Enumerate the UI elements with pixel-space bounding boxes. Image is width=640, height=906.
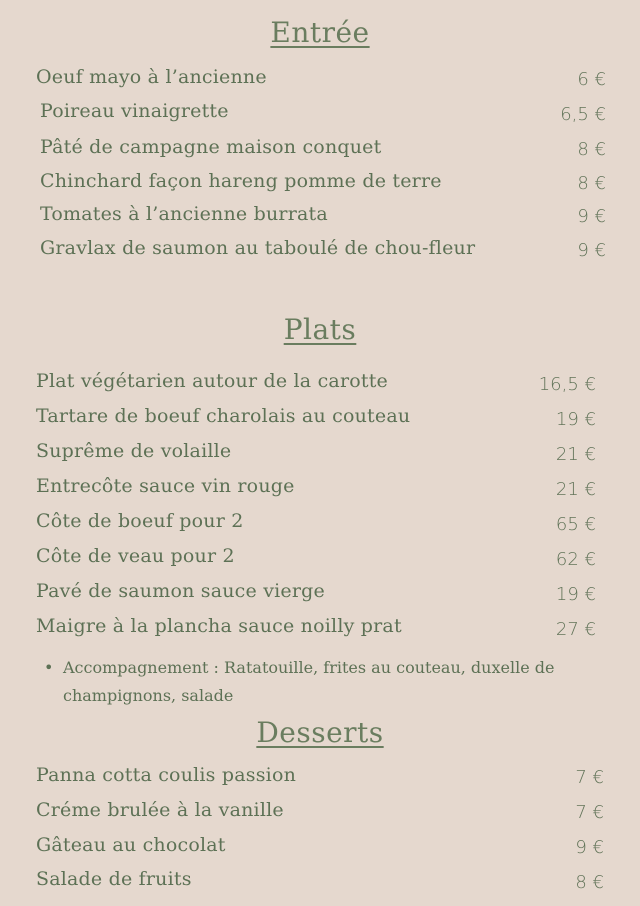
section-title-desserts: Desserts [256, 716, 384, 749]
menu-item-price: 19 € [555, 409, 596, 430]
menu-item-price: 9 € [575, 837, 604, 858]
menu-item-name: Oeuf mayo à l’ancienne [36, 66, 267, 88]
menu-item-name: Panna cotta coulis passion [36, 764, 297, 786]
menu-item-name: Pavé de saumon sauce vierge [36, 580, 325, 602]
menu-item-name: Suprême de volaille [36, 440, 232, 462]
menu-item-price: 6,5 € [560, 104, 606, 125]
menu-item-name: Poireau vinaigrette [40, 100, 229, 122]
menu-item-name: Gâteau au chocolat [36, 834, 226, 856]
menu-item-price: 19 € [555, 584, 596, 605]
menu-item-price: 6 € [577, 69, 606, 90]
menu-item-price: 21 € [555, 479, 596, 500]
bullet-icon: • [44, 658, 54, 677]
menu-item-name: Entrecôte sauce vin rouge [36, 475, 295, 497]
menu-item-price: 8 € [577, 139, 606, 160]
menu-item-name: Tomates à l’ancienne burrata [40, 203, 328, 225]
section-title-entree: Entrée [270, 16, 370, 49]
menu-item-price: 8 € [577, 173, 606, 194]
menu-item-price: 16,5 € [538, 374, 596, 395]
menu-item-name: Pâté de campagne maison conquet [40, 136, 382, 158]
side-dish-note [44, 654, 584, 710]
menu-item-price: 27 € [555, 619, 596, 640]
menu-item-name: Plat végétarien autour de la carotte [36, 370, 388, 392]
menu-item-price: 65 € [555, 514, 596, 535]
menu-item-name: Salade de fruits [36, 868, 192, 890]
menu-item-price: 8 € [575, 872, 604, 893]
menu-item-name: Tartare de boeuf charolais au couteau [36, 405, 411, 427]
menu-item-name: Créme brulée à la vanille [36, 799, 284, 821]
menu-item-name: Côte de boeuf pour 2 [36, 510, 244, 532]
menu-item-price: 9 € [577, 206, 606, 227]
menu-item-price: 7 € [575, 802, 604, 823]
menu-item-price: 7 € [575, 767, 604, 788]
menu-item-price: 62 € [555, 549, 596, 570]
section-title-plats: Plats [283, 313, 357, 346]
side-dish-note-text: Accompagnement : Ratatouille, frites au couteau, duxelle de champignons, salade [63, 658, 555, 705]
menu-item-name: Côte de veau pour 2 [36, 545, 235, 567]
menu-item-name: Chinchard façon hareng pomme de terre [40, 170, 442, 192]
menu-item-price: 9 € [577, 240, 606, 261]
menu-item-name: Gravlax de saumon au taboulé de chou-fleur [40, 237, 476, 259]
menu-item-name: Maigre à la plancha sauce noilly prat [36, 615, 402, 637]
menu-item-price: 21 € [555, 444, 596, 465]
